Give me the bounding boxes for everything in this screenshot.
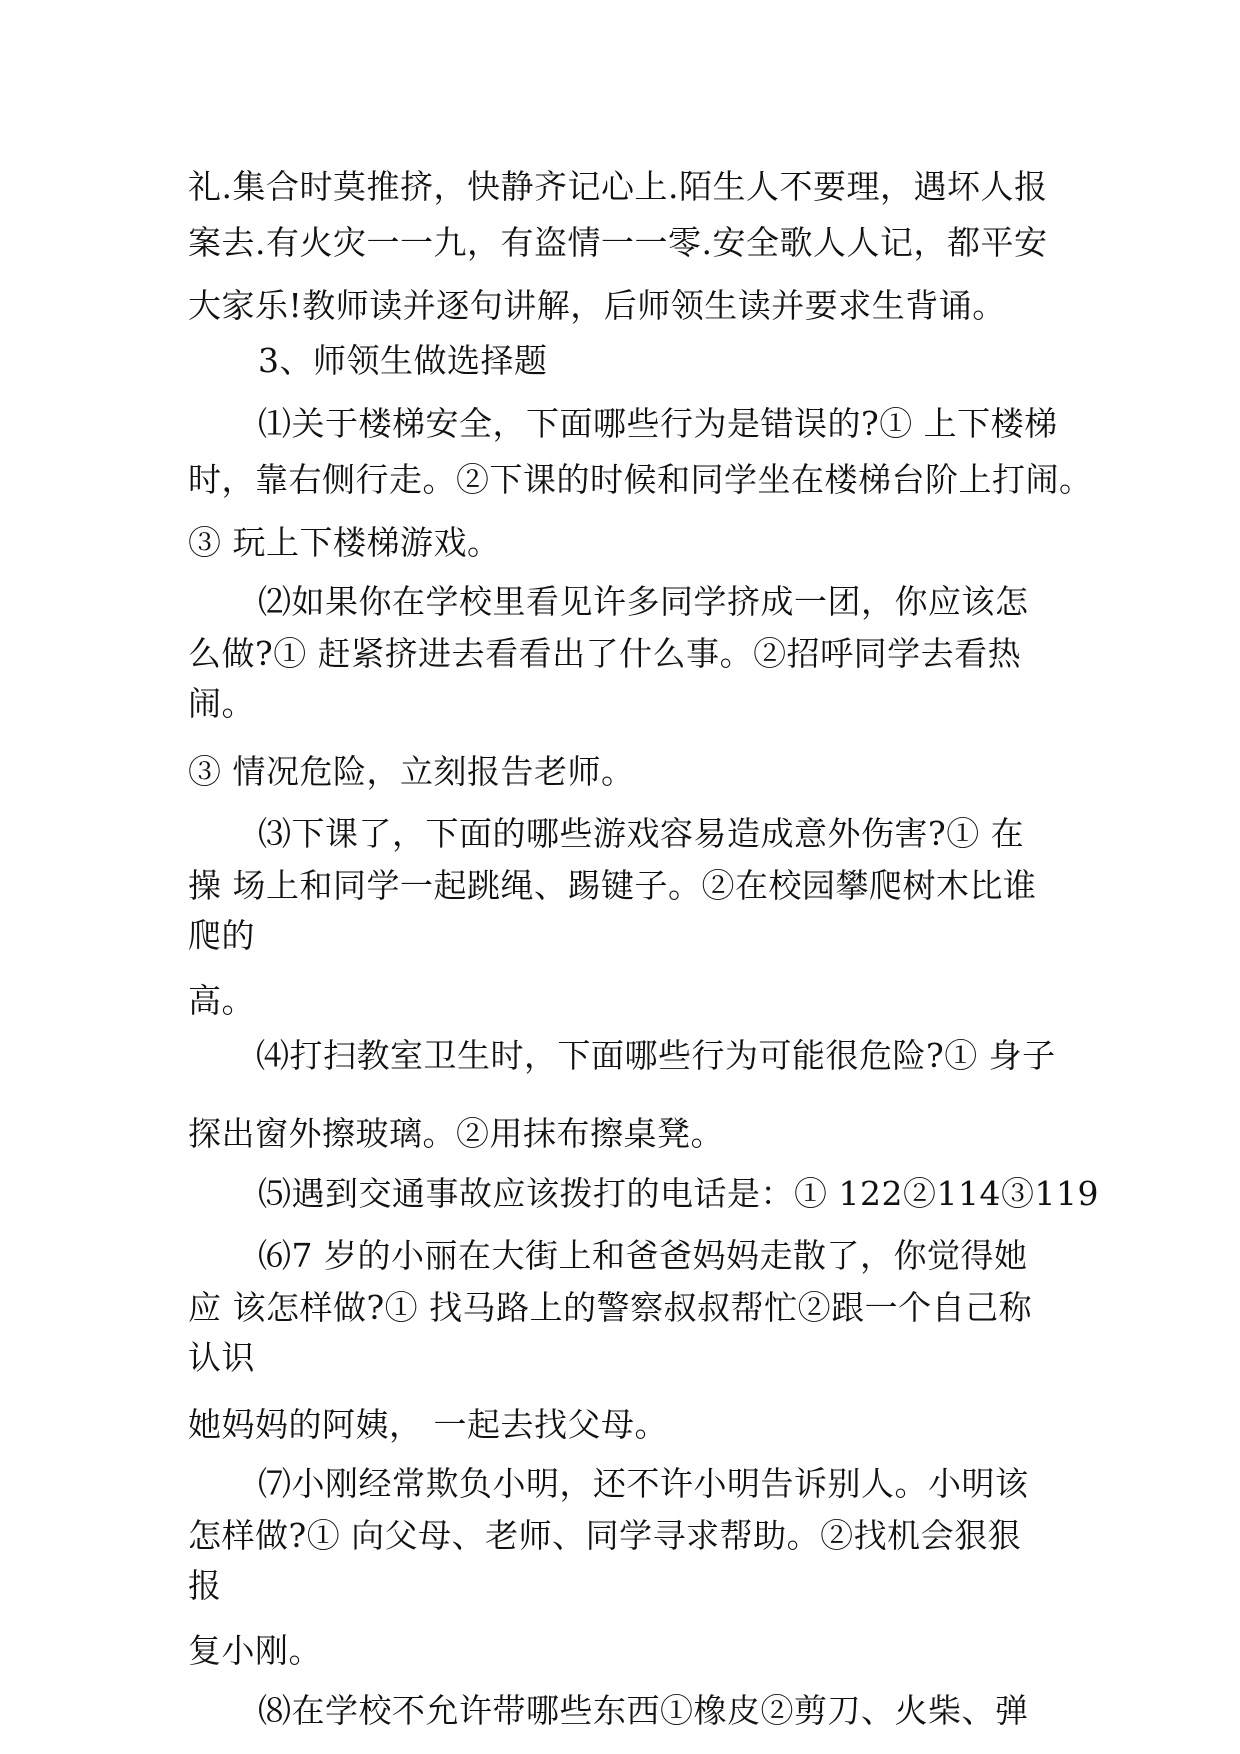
- text-line: 她妈妈的阿姨， 一起去找父母。: [188, 1405, 668, 1444]
- text-line: 认识: [188, 1338, 255, 1377]
- text-line: 案去.有火灾一一九，有盗情一一零.安全歌人人记，都平安: [188, 223, 1048, 262]
- text-line: 大家乐!教师读并逐句讲解，后师领生读并要求生背诵。: [188, 286, 1006, 325]
- question-line: ⑴关于楼梯安全，下面哪些行为是错误的?① 上下楼梯: [258, 404, 1058, 443]
- text-line: 报: [188, 1566, 222, 1605]
- text-line: 时，靠右侧行走。②下课的时候和同学坐在楼梯台阶上打闹。: [188, 460, 1093, 499]
- text-line: 应 该怎样做?① 找马路上的警察叔叔帮忙②跟一个自己称: [188, 1288, 1033, 1327]
- text-line: ③ 情况危险，立刻报告老师。: [188, 752, 635, 791]
- question-line: ⑻在学校不允许带哪些东西①橡皮②剪刀、火柴、弹: [258, 1691, 1029, 1730]
- text-line: 怎样做?① 向父母、老师、同学寻求帮助。②找机会狠狠: [188, 1516, 1022, 1555]
- question-line: ⑵如果你在学校里看见许多同学挤成一团，你应该怎: [258, 582, 1029, 621]
- text-line: 礼.集合时莫推挤，快静齐记心上.陌生人不要理，遇坏人报: [188, 167, 1048, 206]
- question-line: ⑹7 岁的小丽在大街上和爸爸妈妈走散了，你觉得她: [258, 1236, 1028, 1275]
- question-line: ⑷打扫教室卫生时，下面哪些行为可能很危险?① 身子: [256, 1036, 1056, 1075]
- text-line: 高。: [188, 981, 255, 1020]
- question-line: ⑶下课了，下面的哪些游戏容易造成意外伤害?① 在: [258, 814, 1025, 853]
- text-line: 么做?① 赶紧挤进去看看出了什么事。②招呼同学去看热: [188, 634, 1022, 673]
- text-line: ③ 玩上下楼梯游戏。: [188, 523, 501, 562]
- text-line: 操 场上和同学一起跳绳、踢键子。②在校园攀爬树木比谁: [188, 866, 1037, 905]
- text-line: 复小刚。: [188, 1631, 322, 1670]
- question-line: ⑸遇到交通事故应该拨打的电话是：① 122②114③119: [258, 1174, 1099, 1213]
- question-line: ⑺小刚经常欺负小明，还不许小明告诉别人。小明该: [258, 1464, 1029, 1503]
- text-line: 闹。: [188, 684, 255, 723]
- text-line: 爬的: [188, 916, 255, 955]
- section-heading: 3、师领生做选择题: [258, 341, 548, 380]
- text-line: 探出窗外擦玻璃。②用抹布擦桌凳。: [188, 1114, 724, 1153]
